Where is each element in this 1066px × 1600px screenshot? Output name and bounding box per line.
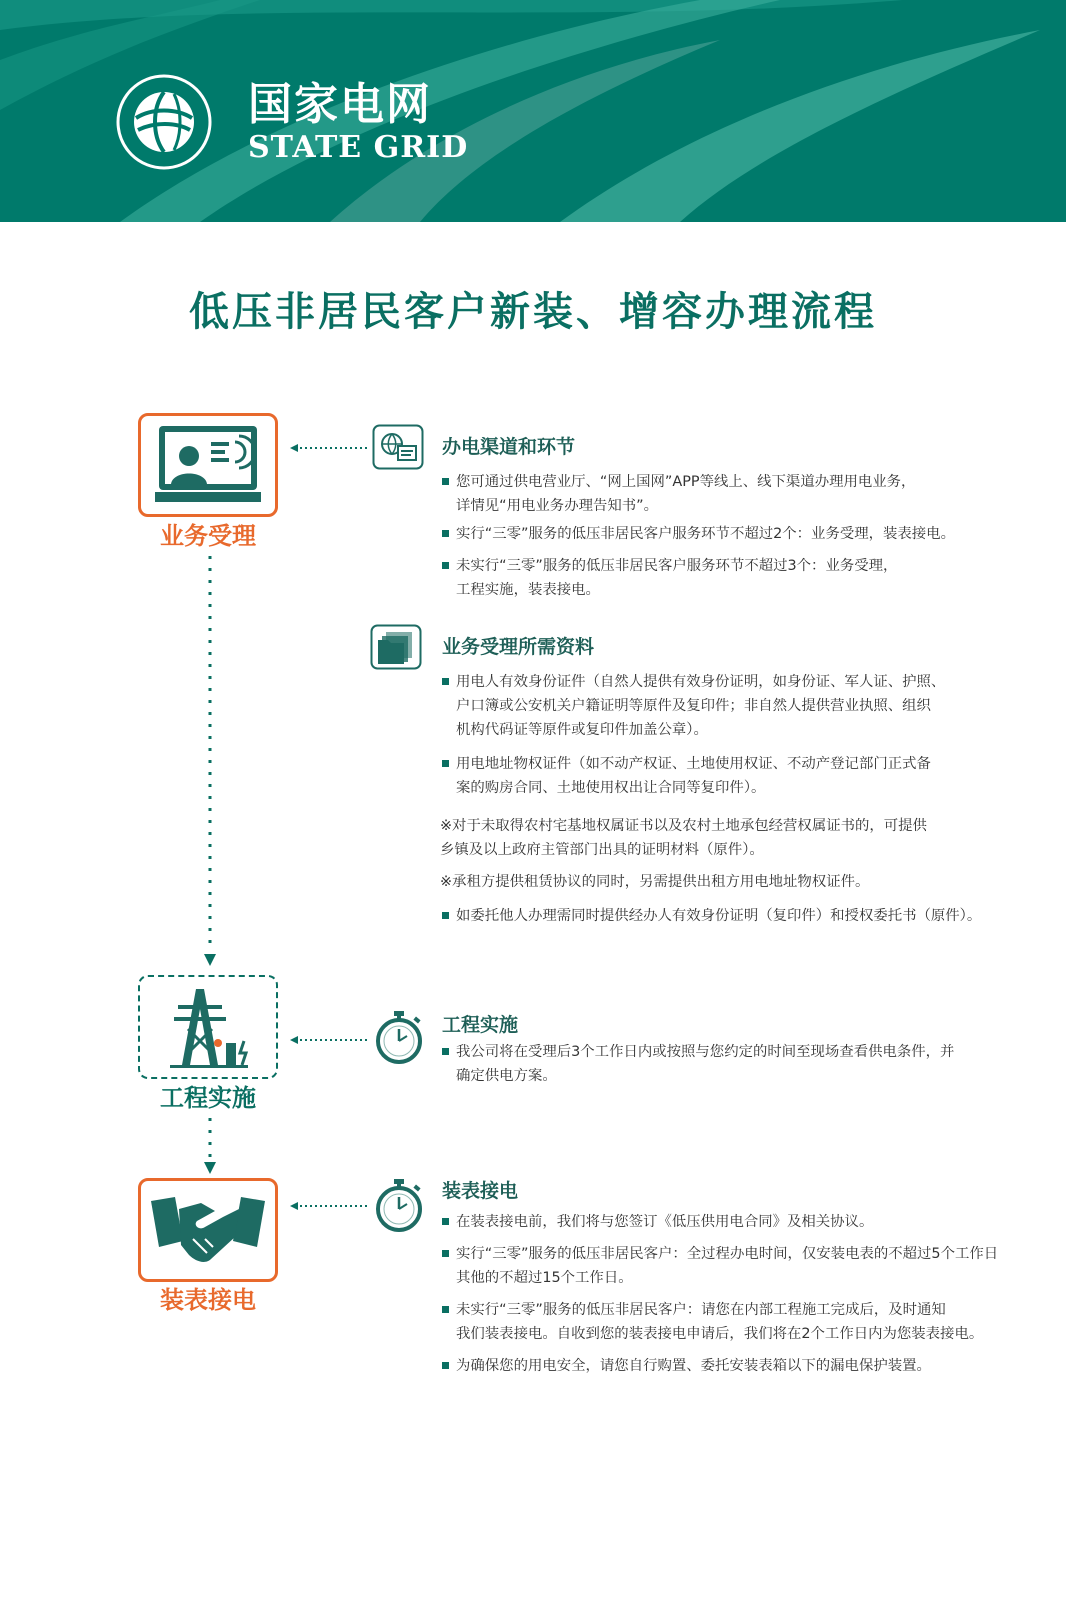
page-title: 低压非居民客户新装、增容办理流程 <box>189 289 877 335</box>
step-label-connection: 装表接电 <box>160 1286 256 1314</box>
flow-arrow-down <box>203 556 217 966</box>
section-title-connection: 装表接电 <box>442 1180 519 1202</box>
connector-arrow <box>290 444 370 452</box>
note-rural-certificate: ※对于未取得农村宅基地权属证书以及农村土地承包经营权属证书的，可提供 乡镇及以上政府主管部门出具的证明材料（原件）。 <box>440 818 927 858</box>
section-title-engineering: 工程实施 <box>442 1014 519 1036</box>
list-item: 您可通过供电营业厅、“网上国网”APP等线上、线下渠道办理用电业务， 详情见“用电业务办理告知书”。 <box>442 470 1052 518</box>
flow-arrow-down <box>203 1118 217 1174</box>
step-connection-box <box>138 1178 278 1282</box>
list-item: 未实行“三零”服务的低压非居民客户：请您在内部工程施工完成后，及时通知 我们装表接电。自收到您的装表接电申请后，我们将在2个工作日内为您装表接电。 <box>442 1298 1052 1346</box>
folder-icon <box>370 624 422 670</box>
note-lease-agreement: ※承租方提供租赁协议的同时，另需提供出租方用电地址物权证件。 <box>440 874 870 890</box>
list-item: 实行“三零”服务的低压非居民客户：全过程办电时间，仅安装电表的不超过5个工作日 其他的不超过15个工作日。 <box>442 1242 1052 1290</box>
connector-arrow <box>290 1202 370 1210</box>
section-title-materials: 业务受理所需资料 <box>442 636 595 658</box>
section-title-channels: 办电渠道和环节 <box>442 436 576 458</box>
stopwatch-icon <box>374 1178 424 1232</box>
state-grid-emblem-icon <box>116 74 212 170</box>
step-business-acceptance-box <box>138 413 278 517</box>
list-item: 用电人有效身份证件（自然人提供有效身份证明，如身份证、军人证、护照、 户口簿或公安机关户籍证明等原件及复印件；非自然人提供营业执照、组织 机构代码证等原件或复印件加盖公章）。 <box>442 670 1052 742</box>
handshake-icon <box>149 1187 267 1273</box>
list-item: 为确保您的用电安全，请您自行购置、委托安装表箱以下的漏电保护装置。 <box>442 1354 1052 1378</box>
list-item: 我公司将在受理后3个工作日内或按照与您约定的时间至现场查看供电条件，并 确定供电方案。 <box>442 1040 1052 1088</box>
list-item: 在装表接电前，我们将与您签订《低压供用电合同》及相关协议。 <box>442 1210 1052 1234</box>
connector-arrow <box>290 1036 370 1044</box>
step-engineering-box <box>138 975 278 1079</box>
step-label-engineering: 工程实施 <box>160 1084 256 1112</box>
header-banner <box>0 0 1066 222</box>
service-desk-icon <box>153 422 263 508</box>
step-label-business-acceptance: 业务受理 <box>160 522 256 550</box>
brand-name-en: STATE GRID <box>248 130 469 165</box>
list-item: 如委托他人办理需同时提供经办人有效身份证明（复印件）和授权委托书（原件）。 <box>442 904 1062 928</box>
list-item: 用电地址物权证件（如不动产权证、土地使用权证、不动产登记部门正式备 案的购房合同、土地使用权出让合同等复印件）。 <box>442 752 1052 800</box>
power-tower-icon <box>160 985 256 1069</box>
list-item: 未实行“三零”服务的低压非居民客户服务环节不超过3个：业务受理， 工程实施，装表接电。 <box>442 554 1052 602</box>
globe-document-icon <box>372 424 424 470</box>
stopwatch-icon <box>374 1010 424 1064</box>
list-item: 实行“三零”服务的低压非居民客户服务环节不超过2个：业务受理，装表接电。 <box>442 522 1052 546</box>
brand-name-cn: 国家电网 <box>248 79 432 130</box>
